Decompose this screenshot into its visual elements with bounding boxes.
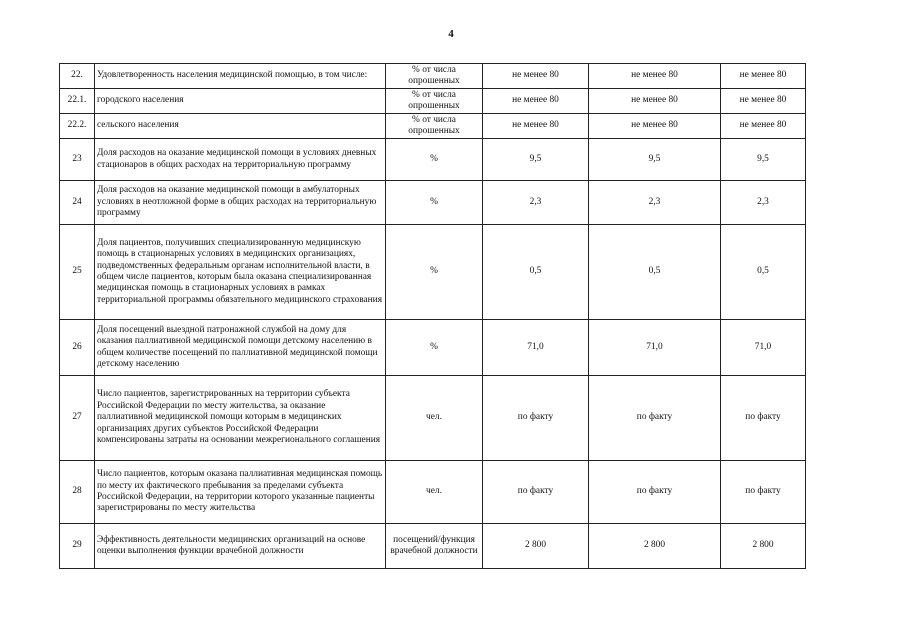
indicator-name: Эффективность деятельности медицинских организаций на основе оценки выполнения функции врачебной должности: [95, 524, 386, 569]
value-2: 9,5: [589, 139, 721, 181]
unit: посещений/функция врачебной должности: [386, 524, 483, 569]
value-3: 2 800: [721, 524, 806, 569]
table-row: [60, 225, 806, 320]
table-row: [60, 461, 806, 524]
value-3: 71,0: [721, 320, 806, 376]
row-number: 26: [60, 320, 95, 376]
value-1: не менее 80: [483, 64, 589, 89]
value-1: по факту: [483, 461, 589, 524]
value-3: не менее 80: [721, 64, 806, 89]
unit: % от числа опрошенных: [386, 114, 483, 139]
unit: %: [386, 139, 483, 181]
row-number: 23: [60, 139, 95, 181]
value-2: 2,3: [589, 181, 721, 225]
table-row: [60, 89, 806, 114]
unit: %: [386, 181, 483, 225]
value-2: по факту: [589, 376, 721, 461]
page-number: 4: [448, 28, 454, 40]
unit: % от числа опрошенных: [386, 89, 483, 114]
value-1: 71,0: [483, 320, 589, 376]
value-2: не менее 80: [589, 114, 721, 139]
value-3: по факту: [721, 376, 806, 461]
value-2: 71,0: [589, 320, 721, 376]
value-1: 9,5: [483, 139, 589, 181]
value-1: 0,5: [483, 225, 589, 320]
unit: чел.: [386, 461, 483, 524]
unit: %: [386, 320, 483, 376]
value-1: 2 800: [483, 524, 589, 569]
indicator-name: Доля посещений выездной патронажной службой на дому для оказания паллиативной медицинской помощи детскому населению в общем количестве посещений по паллиативной медицинской помощи детскому населению: [95, 320, 386, 376]
value-1: по факту: [483, 376, 589, 461]
table-row: [60, 181, 806, 225]
table-row: [60, 376, 806, 461]
value-3: 9,5: [721, 139, 806, 181]
indicator-name: Доля расходов на оказание медицинской помощи в амбулаторных условиях в неотложной форме в общих расходах на территориальную программу: [95, 181, 386, 225]
row-number: 22.: [60, 64, 95, 89]
value-1: не менее 80: [483, 114, 589, 139]
value-2: не менее 80: [589, 89, 721, 114]
table-row: [60, 524, 806, 569]
row-number: 25: [60, 225, 95, 320]
table-row: [60, 320, 806, 376]
unit: % от числа опрошенных: [386, 64, 483, 89]
indicator-name: городского населения: [95, 89, 386, 114]
row-number: 28: [60, 461, 95, 524]
indicators-table: [59, 63, 806, 569]
value-3: 2,3: [721, 181, 806, 225]
table-row: [60, 139, 806, 181]
indicator-name: Число пациентов, которым оказана паллиативная медицинская помощь по месту их фактического пребывания за пределами субъекта Российской Федерации, на территории которого указанные пациенты зарегистрированы по месту жительства: [95, 461, 386, 524]
indicator-name: Доля расходов на оказание медицинской помощи в условиях дневных стационаров в общих расходах на территориальную программу: [95, 139, 386, 181]
value-3: не менее 80: [721, 114, 806, 139]
row-number: 22.2.: [60, 114, 95, 139]
value-2: по факту: [589, 461, 721, 524]
indicator-name: сельского населения: [95, 114, 386, 139]
table-row: [60, 114, 806, 139]
row-number: 29: [60, 524, 95, 569]
row-number: 22.1.: [60, 89, 95, 114]
value-1: не менее 80: [483, 89, 589, 114]
value-3: 0,5: [721, 225, 806, 320]
value-2: не менее 80: [589, 64, 721, 89]
value-2: 0,5: [589, 225, 721, 320]
indicator-name: Число пациентов, зарегистрированных на территории субъекта Российской Федерации по месту жительства, за оказание паллиативной медицинской помощи которым в медицинских организациях других субъектов Российской Федерации компенсированы затраты на основании межрегионального соглашения: [95, 376, 386, 461]
value-2: 2 800: [589, 524, 721, 569]
unit: %: [386, 225, 483, 320]
value-3: по факту: [721, 461, 806, 524]
table-row: [60, 64, 806, 89]
unit: чел.: [386, 376, 483, 461]
value-1: 2,3: [483, 181, 589, 225]
row-number: 24: [60, 181, 95, 225]
row-number: 27: [60, 376, 95, 461]
indicator-name: Доля пациентов, получивших специализированную медицинскую помощь в стационарных условиях в медицинских организациях, подведомственных федеральным органам исполнительной власти, в общем числе пациентов, которым была оказана специализированная медицинская помощь в стационарных условиях в рамках территориальной программы обязательного медицинского страхования: [95, 225, 386, 320]
indicator-name: Удовлетворенность населения медицинской помощью, в том числе:: [95, 64, 386, 89]
value-3: не менее 80: [721, 89, 806, 114]
